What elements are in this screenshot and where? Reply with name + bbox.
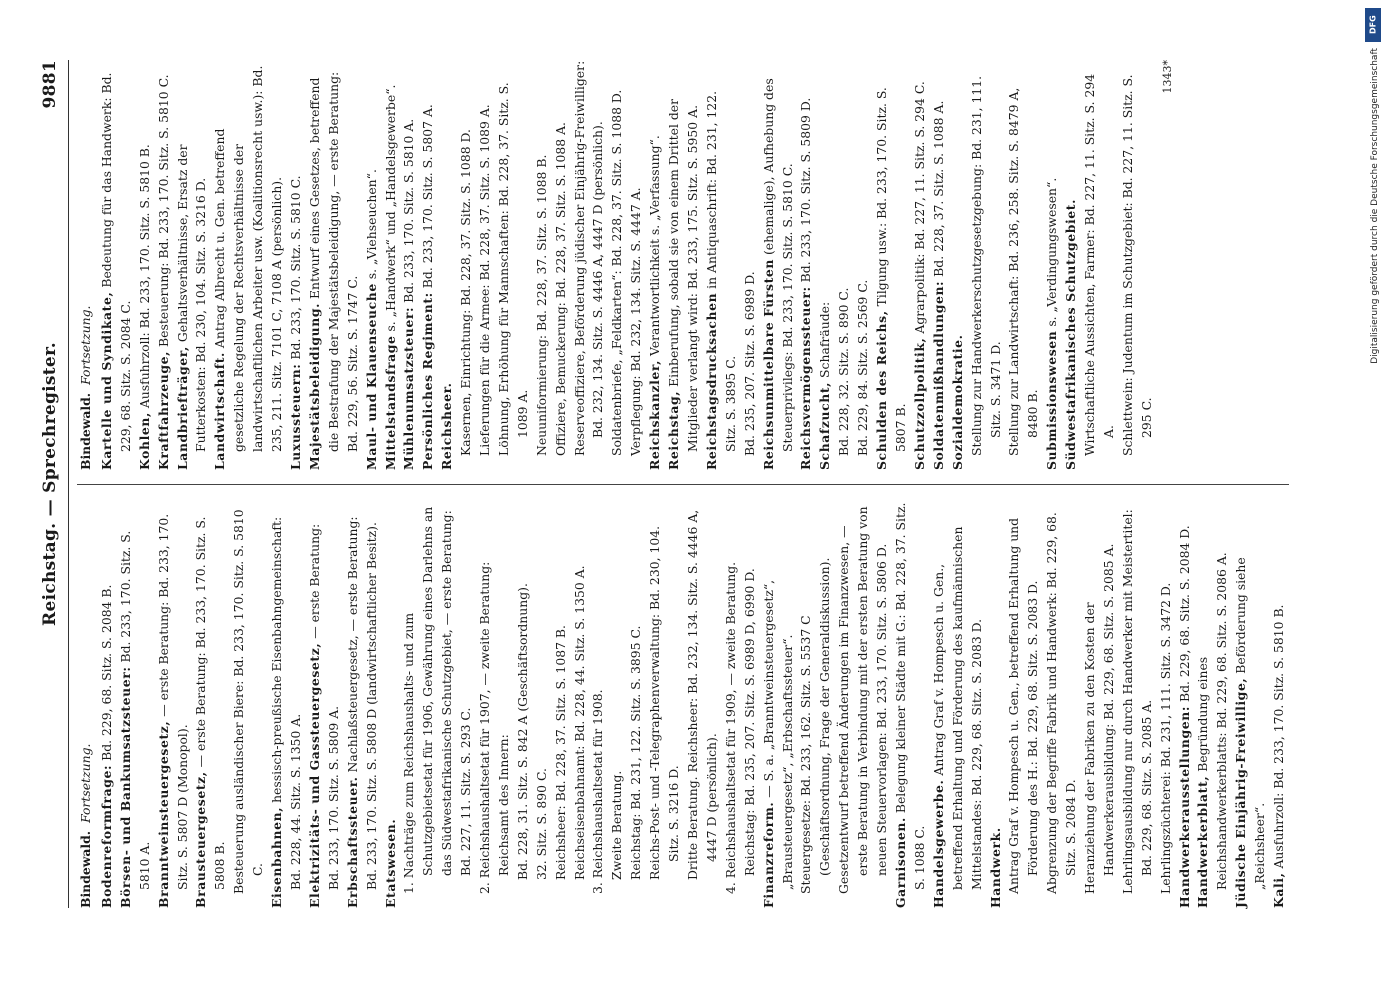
page-header — [40, 60, 66, 908]
entry-keyword: Submissionswesen — [1044, 330, 1060, 470]
entry-reference: Heranziehung der Fabriken zu den Kosten der Handwerkerausbildung: Bd. 229, 68. Sitz. S. 2085 A. — [1082, 543, 1116, 894]
left-column — [77, 484, 1289, 908]
entry-reference: Bd. 228, 37. Sitz. S. 1088 A. — [930, 100, 946, 281]
register-entry — [230, 499, 268, 908]
register-entry — [1081, 60, 1119, 470]
entry-reference: Dritte Beratung. Reichsheer: Bd. 232, 134. Sitz. S. 4446 A, 4447 D (persönlich). — [685, 509, 719, 880]
entry-reference: Stellung zur Handwerkerschutzgesetzgebung: Bd. 231, 111. Sitz. S. 3471 D. — [968, 75, 1003, 456]
entry-reference: — erste Beratung: Bd. 233, 170. Sitz. S. 5809 A. — [306, 523, 341, 890]
register-entry — [400, 499, 476, 908]
entry-reference: Wirtschaftliche Aussichten, Farmer: Bd. 227, 11. Sitz. S. 294 A. — [1082, 73, 1116, 456]
dfg-logo-icon: DFG — [1365, 8, 1381, 42]
register-entry — [571, 60, 609, 470]
entry-reference: Bd. 229, 68. Sitz. S. 2084 D. — [1176, 525, 1192, 706]
register-entry — [892, 499, 930, 908]
register-entry — [949, 60, 968, 470]
register-entry — [1157, 499, 1176, 908]
entry-keyword: Reichsunmittelbare Fürsten — [760, 258, 776, 470]
entry-reference: Besteuerung ausländischer Biere: Bd. 233, 170. Sitz. S. 5810 C. — [231, 509, 266, 894]
register-entry — [930, 499, 987, 908]
entry-reference: Belegung kleiner Städte mit G.: Bd. 228, 37. Sitz. S. 1088 C. — [892, 502, 927, 890]
entry-reference: Soldatenbriefe, „Feldkarten“: Bd. 228, 37. Sitz. S. 1088 D. — [609, 89, 625, 456]
right-heading-name: Bindewald. — [78, 392, 93, 470]
register-entry — [816, 60, 835, 470]
register-entry — [1232, 499, 1270, 908]
entry-reference: 1. Nachträge zum Reichshaushalts- und zum Schutzgebietsetat für 1906, Gewährung eines Darlehns an das Südwestafrikanische Schutzgebiet, — erste Beratung: Bd. 227, 11. Sitz. S. 293 C. — [401, 506, 474, 894]
register-entry — [400, 60, 419, 470]
register-entry — [1081, 499, 1119, 908]
entry-reference: — S. a. „Branntweinsteuergesetz“, „Brausteuergesetz“, „Erbschaftssteuer“. — [760, 579, 795, 890]
register-entry — [835, 60, 854, 470]
register-entry — [987, 499, 1006, 908]
entry-reference: Einberufung, sobald sie von einem Drittel der Mitglieder verlangt wird: Bd. 233, 175. Sitz. S. 5950 A. — [666, 98, 700, 452]
register-entry — [911, 60, 930, 470]
register-entry — [1176, 499, 1195, 908]
register-entry — [306, 499, 344, 908]
entry-reference: Ausfuhrzoll: Bd. 233, 170. Sitz. S. 5810 B. — [1271, 604, 1287, 873]
register-entry — [306, 60, 363, 470]
register-entry — [1062, 60, 1081, 470]
register-entry — [533, 499, 552, 908]
register-entry — [741, 60, 760, 470]
entry-reference: Lieferungen für die Armee: Bd. 228, 37. Sitz. S. 1089 A. — [477, 104, 493, 456]
entry-reference: Neuuniformierung: Bd. 228, 37. Sitz. S. 1088 B. — [533, 154, 549, 456]
entry-reference: in Antiquaschrift: Bd. 231, 122. Sitz. S. 3895 C. — [703, 90, 738, 452]
entry-reference: Bd. 233, 170. Sitz. S. 5807 A. — [420, 104, 436, 293]
entry-keyword: Kraftfahrzeuge, — [155, 350, 171, 470]
header-rule — [68, 60, 69, 908]
entry-reference: s. „Verdingungswesen“. — [1044, 177, 1060, 331]
entry-reference: Bd. 233, 170. Sitz. S. 5810 C. — [287, 175, 303, 364]
register-entry — [98, 60, 136, 470]
entry-keyword: Handwerk. — [987, 827, 1003, 908]
entry-keyword: Südwestafrikanisches Schutzgebiet. — [1063, 198, 1079, 470]
entry-reference: Agrarpolitik: Bd. 227, 11. Sitz. S. 294 C. — [911, 81, 927, 338]
register-entry — [192, 499, 230, 908]
entry-reference: s. „Viehseuchen“. — [363, 169, 379, 284]
entry-keyword: Soldatenmißhandlungen: — [930, 280, 946, 470]
entry-keyword: Handelsgewerbe. — [930, 779, 946, 908]
entry-reference: Reichseisenbahnamt: Bd. 228, 44. Sitz. S. 1350 A. — [571, 565, 587, 880]
entry-reference: Verantwortlichkeit s. „Verfassung“. — [647, 135, 663, 360]
register-entry — [438, 60, 457, 470]
entry-reference: Bd. 233, 170. Sitz. S. 5810 A. — [401, 118, 417, 307]
register-entry — [703, 60, 741, 470]
entry-reference: Besteuerung: Bd. 233, 170. Sitz. S. 5810 C. — [155, 74, 171, 351]
register-entry — [1194, 499, 1232, 908]
entry-keyword: Reichstagsdrucksachen — [703, 292, 719, 470]
entry-reference: Schafräude: — [817, 301, 833, 382]
entry-reference: hessisch-preußische Eisenbahngemeinschaft: Bd. 228, 44. Sitz. S. 1350 A. — [269, 516, 303, 890]
register-entry — [1043, 60, 1062, 470]
register-entry — [344, 499, 382, 908]
register-entry — [1270, 499, 1289, 908]
entry-reference: Reichs-Post- und -Telegraphenverwaltung: Bd. 230, 104. Sitz. S. 3216 D. — [647, 525, 682, 880]
entry-keyword: Bodenreformfrage: — [98, 764, 114, 908]
register-entry — [117, 499, 155, 908]
entry-keyword: Maul- und Klauenseuche — [363, 283, 379, 470]
entry-keyword: Handwerkerausstellungen: — [1176, 705, 1192, 908]
entry-keyword: Schafzucht, — [817, 381, 833, 470]
register-entry — [684, 499, 722, 908]
entry-reference: Reichsheer: Bd. 228, 37. Sitz. S. 1087 B. — [552, 625, 568, 880]
register-entry — [722, 499, 760, 908]
entry-keyword: Reichstag, — [666, 390, 682, 470]
right-column — [77, 60, 1289, 484]
register-entry — [552, 499, 571, 908]
entry-reference: Begründung eines Reichshandwerkerblatts: Bd. 229, 68. Sitz. S. 2086 A. — [1195, 552, 1230, 890]
entry-keyword: Elektrizitäts- und Gassteuergesetz, — [306, 642, 322, 908]
register-entry — [1005, 60, 1043, 470]
entry-reference: Reichstag: Bd. 231, 122. Sitz. S. 3895 C. — [628, 625, 644, 880]
dfg-credit-strip — [1361, 0, 1383, 1000]
entry-keyword: Schutzzollpolitik, — [911, 337, 927, 470]
register-entry — [968, 60, 1006, 470]
entry-keyword: Majestätsbeleidigung. — [306, 302, 322, 470]
entry-reference: Nachlaßsteuergesetz, — erste Beratung: Bd. 233, 170. Sitz. S. 5808 D (landwirtschaftlicher Besitz). — [344, 516, 379, 890]
register-entry — [1043, 499, 1081, 908]
entry-reference: Verpflegung: Bd. 232, 134. Sitz. S. 4447 A. — [628, 187, 644, 456]
entry-keyword: Mittelstandsfrage — [382, 335, 398, 470]
register-entry — [797, 499, 835, 908]
register-entry — [646, 60, 665, 470]
register-entry — [174, 60, 212, 470]
entry-keyword: Kohlen, — [136, 412, 152, 470]
entry-keyword: Reichsvermögenssteuer: — [798, 286, 814, 470]
register-entry — [457, 60, 476, 470]
entry-reference: Gehaltsverhältnisse, Ersatz der Futterkosten: Bd. 230, 104. Sitz. S. 3216 D. — [174, 144, 209, 452]
entry-reference: (ehemalige), Aufhebung des Steuerprivilegs: Bd. 233, 170. Sitz. S. 5810 C. — [760, 78, 795, 452]
entry-keyword: Brausteuergesetz, — [193, 771, 209, 908]
entry-reference: 3. Reichshaushaltsetat für 1908. — [590, 689, 606, 894]
entry-reference: s. „Handwerk“ und „Handelsgewerbe“. — [382, 84, 398, 336]
entry-reference: Bd. 228, 31. Sitz. S. 842 A (Geschäftsordnung). — [514, 583, 530, 880]
register-entry — [608, 60, 627, 470]
register-entry — [1005, 499, 1043, 908]
left-heading-name: Bindewald. — [78, 830, 93, 908]
entry-keyword: Eisenbahnen, — [269, 806, 285, 908]
entry-reference: Zweite Beratung. — [609, 770, 625, 880]
register-entry — [797, 60, 816, 470]
register-entry — [1119, 499, 1157, 908]
entry-keyword: Jüdische Einjährig-Freiwillige, — [1233, 677, 1249, 908]
register-entry — [363, 60, 382, 470]
entry-keyword: Mühlenumsatzsteuer: — [401, 306, 417, 470]
entry-reference: Ausfuhrzoll: Bd. 233, 170. Sitz. S. 5810 B. — [136, 144, 152, 413]
register-entry — [571, 499, 590, 908]
entry-reference: Antrag Albrecht u. Gen. betreffend gesetzliche Regelung der Rechtsverhältnisse der landwirtschaftlichen Arbeiter usw. (Koalitionsrecht usw.): Bd. 235, 211. Sitz. 7101 C, 7108 A (persönlich). — [212, 65, 285, 452]
entry-reference: Gesetzentwurf betreffend Änderungen im Finanzwesen, — erste Beratung in Verbindung mit der ersten Beratung von neuen Steuervorlagen: Bd. 233, 170. Sitz. S. 5806 D. — [836, 506, 890, 894]
entry-reference: Steuergesetze: Bd. 233, 162. Sitz. S. 5537 C (Geschäftsordnung, Frage der Generaldiskussion). — [798, 557, 833, 894]
entry-reference: Stellung zur Landwirtschaft: Bd. 236, 258. Sitz. S. 8479 A, 8480 B. — [1006, 87, 1041, 456]
register-entry — [98, 499, 117, 908]
entry-keyword: Landbriefträger, — [174, 346, 190, 470]
entry-reference: Bd. 229, 68. Sitz. S. 2084 B. — [98, 584, 114, 765]
page-number: 9881 — [40, 60, 60, 109]
signature-mark: 1343* — [1160, 60, 1174, 94]
dfg-credit-text: Digitalisierung gefördert durch die Deutsche Forschungsgemeinschaft — [1370, 48, 1380, 364]
register-entry — [382, 60, 401, 470]
entry-reference: Reserveoffiziere, Beförderung jüdischer Einjährig-Freiwilliger: Bd. 232, 134. Sitz. S. 4446 A, 4447 D (persönlich). — [571, 60, 606, 456]
register-entry — [136, 60, 155, 470]
register-entry — [665, 60, 703, 470]
entry-keyword: Reichsheer. — [439, 382, 455, 470]
register-entry — [627, 499, 646, 908]
entry-reference: Bd. 233, 170. Sitz. S. 5809 D. — [798, 97, 814, 287]
register-entry — [495, 60, 533, 470]
register-entry — [382, 499, 401, 908]
register-entry — [627, 60, 646, 470]
register-entry — [268, 499, 306, 908]
entry-keyword: Handwerkerblatt, — [1195, 775, 1211, 908]
entry-keyword: Erbschaftssteuer. — [344, 776, 360, 908]
register-entry — [155, 60, 174, 470]
page-title: Reichstag. — Sprechregister. — [40, 342, 60, 626]
register-entry — [419, 60, 438, 470]
entry-reference: Löhnung, Erhöhung für Mannschaften: Bd. 228, 37. Sitz. S. 1089 A. — [495, 82, 530, 456]
register-entry — [608, 499, 627, 908]
entry-reference: 4. Reichshaushaltsetat für 1909, — zweite Beratung. Reichstag: Bd. 235, 207. Sitz. S. 6989 D, 6990 D. — [722, 561, 757, 894]
entry-reference: Bedeutung für das Handwerk: Bd. 229, 68. Sitz. S. 2084 C. — [98, 72, 133, 452]
entry-reference: Antrag Graf v. Hompesch u. Gen., betreffend Erhaltung und Förderung des H.: Bd. 229, 68. Sitz. S. 2083 D. — [1006, 517, 1041, 894]
register-entry — [589, 499, 608, 908]
entry-keyword: Sozialdemokratie. — [949, 334, 965, 470]
left-heading-sub: Fortsetzung. — [78, 743, 93, 823]
register-entry — [514, 499, 533, 908]
entry-reference: Bd. 229, 84. Sitz. S. 2569 C. — [855, 279, 871, 456]
entry-reference: Antrag Graf v. Hompesch u. Gen., betreffend Erhaltung und Förderung des kaufmännischen Mittelstandes: Bd. 229, 68. Sitz. S. 2083 D. — [930, 526, 984, 890]
entry-reference: Lehrlingsausbildung nur durch Handwerker mit Meistertitel: Bd. 229, 68. Sitz. S. 2085 A. — [1119, 509, 1154, 894]
entry-reference: Abgrenzung der Begriffe Fabrik und Handwerk: Bd. 229, 68. Sitz. S. 2084 D. — [1044, 512, 1079, 894]
register-entry — [287, 60, 306, 470]
entry-keyword: Kartelle und Syndikate, — [98, 291, 114, 470]
register-entry — [930, 60, 949, 470]
left-entries — [98, 499, 1289, 908]
entry-reference: Bd. 228, 32. Sitz. S. 890 C. — [836, 287, 852, 456]
entry-reference: Bd. 233, 170. Sitz. S. 5810 A. — [117, 530, 152, 890]
register-entry — [1119, 60, 1157, 470]
entry-reference: — erste Beratung: Bd. 233, 170. Sitz. S. 5807 D (Monopol). — [155, 513, 190, 890]
entry-keyword: Kali, — [1271, 872, 1287, 908]
right-heading-sub: Fortsetzung. — [78, 305, 93, 385]
left-column-heading — [77, 499, 96, 908]
register-entry — [155, 499, 193, 908]
register-entry — [646, 499, 684, 908]
entry-reference: Offiziere, Bemuckerung: Bd. 228, 37. Sitz. S. 1088 A. — [552, 122, 568, 456]
entry-keyword: Etatswesen. — [382, 818, 398, 908]
entry-keyword: Branntweinsteuergesetz, — [155, 720, 171, 908]
entry-reference: 2. Reichshaushaltsetat für 1907, — zweite Beratung: Reichsamt des Innern: — [477, 561, 511, 894]
entry-keyword: Finanzreform. — [760, 801, 776, 908]
entry-keyword: Persönliches Regiment: — [420, 292, 436, 470]
register-entry — [211, 60, 287, 470]
entry-keyword: Garnisonen. — [892, 817, 908, 908]
entry-reference: 32. Sitz. S. 890 C. — [533, 768, 549, 880]
register-entry — [552, 60, 571, 470]
entry-reference: Kasernen, Einrichtung: Bd. 228, 37. Sitz. S. 1088 D. — [458, 129, 474, 456]
register-entry — [760, 60, 798, 470]
entry-keyword: Luxussteuern: — [287, 363, 303, 470]
entry-reference: Beförderung siehe „Reichsheer“. — [1233, 557, 1268, 890]
entry-keyword: Börsen- und Bankumsatzsteuer: — [117, 666, 133, 908]
entry-keyword: Landwirtschaft. — [212, 352, 228, 470]
register-entry — [873, 60, 911, 470]
entry-reference: — erste Beratung: Bd. 233, 170. Sitz. S. 5808 B. — [193, 516, 228, 890]
entry-keyword: Reichskanzler, — [647, 359, 663, 470]
register-entry — [760, 499, 798, 908]
entry-reference: Entwurf eines Gesetzes, betreffend die Bestrafung der Majestätsbeleidigung, — erste Beratung: Bd. 229, 56. Sitz. S. 1747 C. — [306, 71, 360, 452]
entry-reference: Tilgung usw.: Bd. 233, 170. Sitz. S. 5807 B. — [874, 87, 908, 452]
register-entry — [835, 499, 892, 908]
right-entries — [98, 60, 1157, 470]
register-entry — [533, 60, 552, 470]
entry-keyword: Schulden des Reichs, — [874, 310, 890, 470]
entry-reference: Schlettwein: Judentum im Schutzgebiet: Bd. 227, 11. Sitz. S. 295 C. — [1119, 74, 1154, 456]
entry-reference: Bd. 235, 207. Sitz. S. 6989 D. — [741, 271, 757, 456]
register-entry — [476, 60, 495, 470]
register-entry — [854, 60, 873, 470]
register-entry — [476, 499, 514, 908]
register-columns — [77, 60, 1289, 908]
right-column-heading — [77, 60, 96, 470]
entry-reference: Lehrlingszüchterei: Bd. 231, 111. Sitz. S. 3472 D. — [1157, 582, 1173, 894]
